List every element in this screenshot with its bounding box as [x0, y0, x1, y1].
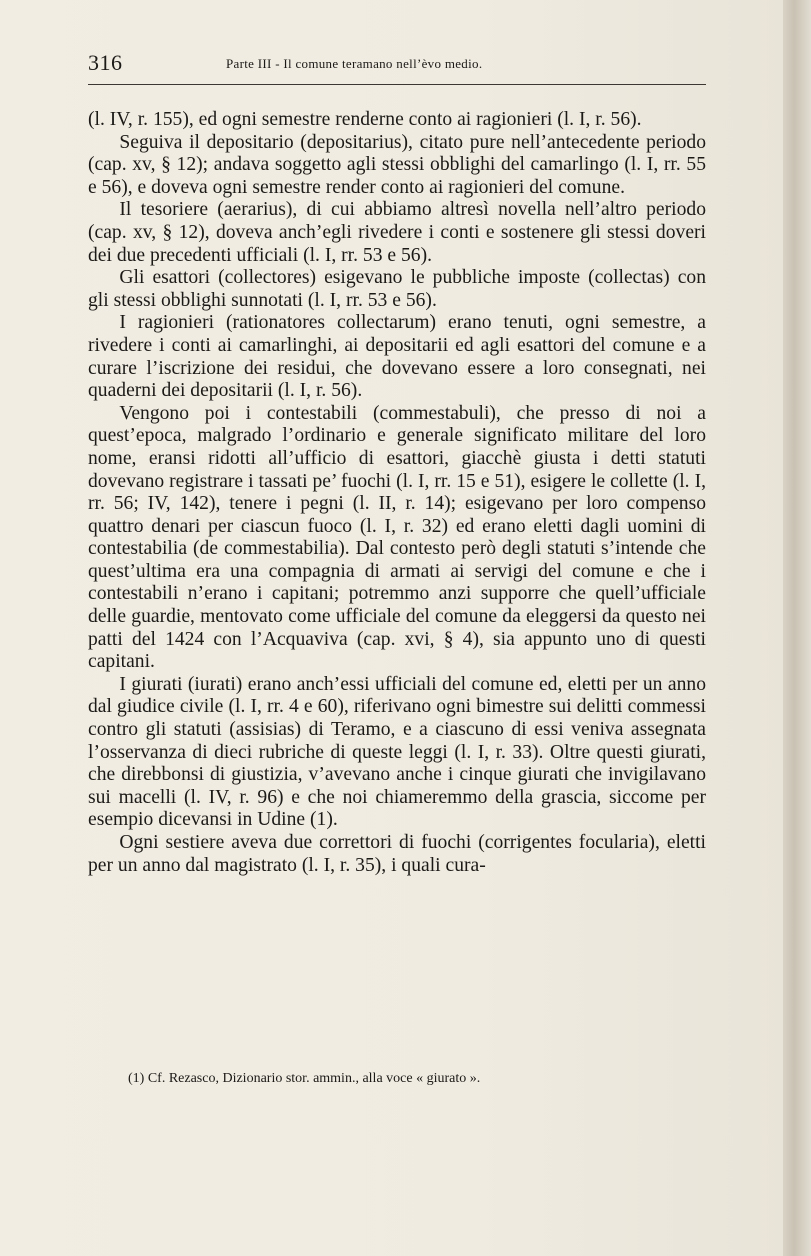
footnote: (1) Cf. Rezasco, Dizionario stor. ammin., alla voce « giurato ». — [128, 1071, 481, 1086]
paragraph: Gli esattori (collectores) esigevano le pubbliche imposte (collectas) con gli stessi obblighi sunnotati (l. I, rr. 53 e 56). — [88, 267, 706, 311]
body-text — [88, 109, 706, 877]
paragraph: I ragionieri (rationatores collectarum) erano tenuti, ogni semestre, a rivedere i conti ai camarlinghi, ai depositarii ed agli esattori del comune e a curare l’iscrizione dei residui, che dovevano essere a loro consegnati, nei quaderni dei depositarii (l. I, r. 56). — [88, 312, 706, 402]
paragraph: Il tesoriere (aerarius), di cui abbiamo altresì novella nell’altro periodo (cap. xv, § 12), doveva anch’egli rivedere i conti e sostenere gli stessi doveri dei due precedenti ufficiali (l. I, rr. 53 e 56). — [88, 199, 706, 266]
page-gutter-shadow — [783, 0, 811, 1256]
paragraph: (l. IV, r. 155), ed ogni semestre renderne conto ai ragionieri (l. I, r. 56). — [88, 109, 642, 130]
paragraph: Seguiva il depositario (depositarius), citato pure nell’antecedente periodo (cap. xv, § 12); andava soggetto agli stessi obblighi del camarlingo (l. I, rr. 55 e 56), e doveva ogni semestre render conto ai ragionieri del comune. — [88, 131, 706, 198]
page-number: 316 — [88, 50, 123, 75]
paragraph: I giurati (iurati) erano anch’essi ufficiali del comune ed, eletti per un anno dal giudice civile (l. I, rr. 4 e 60), riferivano ogni bimestre sui delitti commessi contro gli statuti (assisias) di Teramo, e a ciascuno di essi veniva assegnata l’osservanza di dieci rubriche di queste leggi (l. I, r. 33). Oltre questi giurati, che direbbonsi di giustizia, v’avevano anche i cinque giurati che invigilavano sui macelli (l. IV, r. 96) e che noi chiameremmo della grascia, siccome per esempio dicevansi in Udine (1). — [88, 673, 706, 831]
running-head: Parte III - Il comune teramano nell’èvo medio. — [226, 56, 483, 71]
page-header — [88, 50, 706, 85]
paragraph: Vengono poi i contestabili (commestabuli), che presso di noi a quest’epoca, malgrado l’ordinario e generale significato militare del loro nome, eransi ridotti all’ufficio di esattori, giacchè giusta i detti statuti dovevano registrare i tassati pe’ fuochi (l. I, rr. 15 e 51), esigere le collette (l. I, rr. 56; IV, 142), tenere i pegni (l. II, r. 14); esigevano per loro compenso quattro denari per ciascun fuoco (l. I, r. 32) ed erano eletti dagli uomini di contestabilia (de commestabilia). Dal contesto però degli statuti s’intende che quest’ultima era una compagnia di armati ai servigi del comune e che i contestabili n’erano i capitani; potremmo anzi supporre che quell’ufficiale delle guardie, mentovato come ufficiale del comune da eleggersi da questo nei patti del 1424 con l’Acquaviva (cap. xvi, § 4), sia appunto uno di questi capitani. — [88, 402, 706, 673]
paragraph: Ogni sestiere aveva due correttori di fuochi (corrigentes focularia), eletti per un anno dal magistrato (l. I, r. 35), i quali cura- — [88, 832, 706, 876]
